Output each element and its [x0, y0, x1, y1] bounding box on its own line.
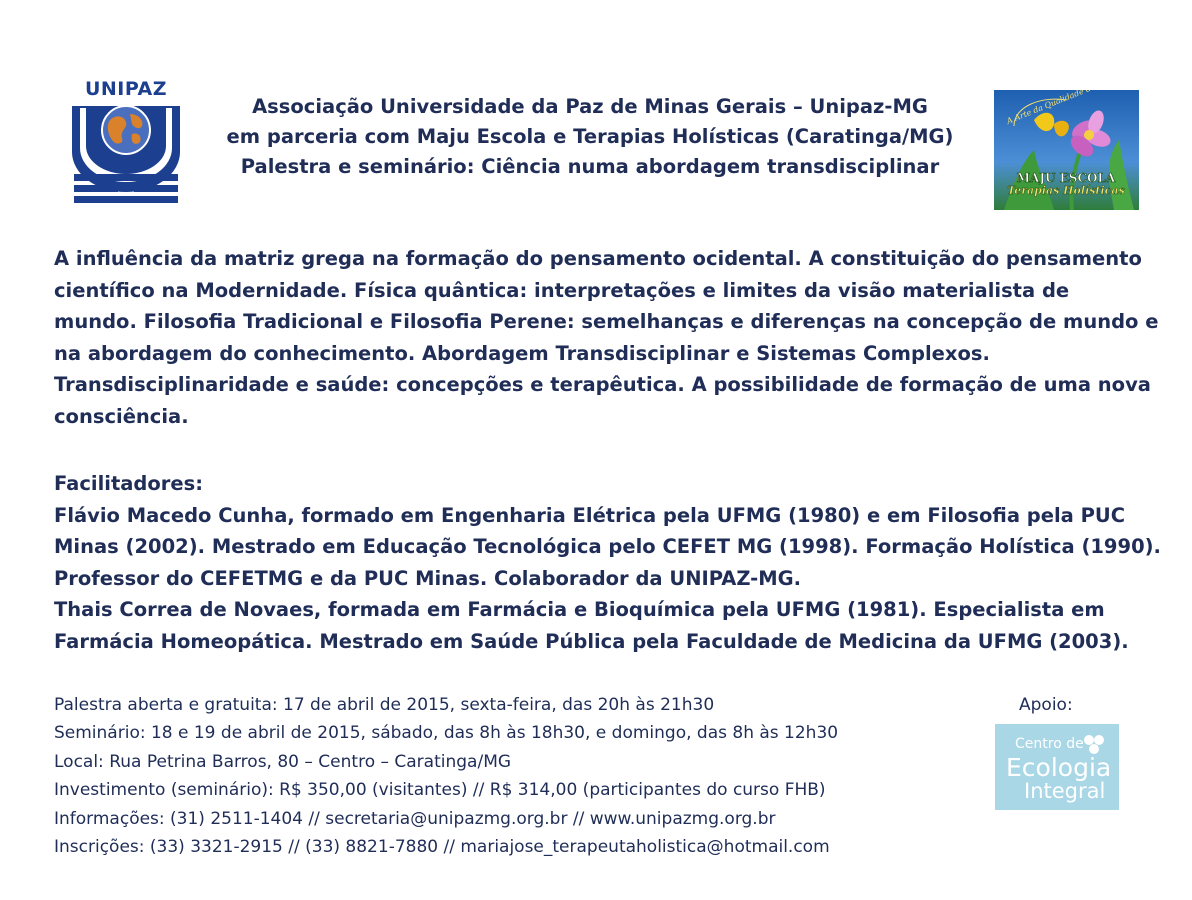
intro-line: consciência. [54, 404, 189, 428]
ecologia-text-line3: Integral [1024, 779, 1106, 803]
facilitator-line: Farmácia Homeopática. Mestrado em Saúde Pública pela Faculdade de Medicina da UFMG (2003). [54, 629, 1129, 653]
intro-paragraph [54, 243, 1164, 432]
intro-line: mundo. Filosofia Tradicional e Filosofia Perene: semelhanças e diferenças na concepção de mundo e [54, 310, 1159, 333]
support-label: Apoio: [1019, 695, 1073, 715]
info-open-lecture: Palestra aberta e gratuita: 17 de abril de 2015, sexta-feira, das 20h às 21h30 [54, 695, 715, 715]
unipaz-globe-emblem [70, 104, 182, 206]
facilitator-line: Flávio Macedo Cunha, formado em Engenharia Elétrica pela UFMG (1980) e em Filosofia pela PUC [54, 503, 1126, 527]
info-location: Local: Rua Petrina Barros, 80 – Centro – Caratinga/MG [54, 751, 512, 772]
event-info [54, 691, 954, 861]
maju-escola-logo [994, 90, 1139, 210]
facilitators-section [54, 468, 1164, 657]
header-partnership: em parceria com Maju Escola e Terapias Holísticas (Caratinga/MG) [226, 125, 954, 148]
info-contact: Informações: (31) 2511-1404 // secretaria@unipazmg.org.br // www.unipazmg.org.br [54, 808, 776, 829]
maju-name-text: MAJU ESCOLA [1016, 171, 1116, 185]
intro-line: na abordagem do conhecimento. Abordagem Transdisciplinar e Sistemas Complexos. [54, 341, 990, 365]
intro-line: A influência da matriz grega na formação do pensamento ocidental. A constituição do pensamento [54, 247, 1142, 270]
facilitator-line: Minas (2002). Mestrado em Educação Tecnológica pelo CEFET MG (1998). Formação Holística (1990). [54, 535, 1161, 558]
header-event-title: Palestra e seminário: Ciência numa abordagem transdisciplinar [240, 155, 940, 178]
unipaz-logo [70, 78, 182, 206]
facilitator-line: Thais Correa de Novaes, formada em Farmácia e Bioquímica pela UFMG (1981). Especialista em [54, 598, 1105, 621]
facilitator-line: Professor do CEFETMG e da PUC Minas. Colaborador da UNIPAZ-MG. [54, 566, 802, 590]
ecologia-text-line2: Ecologia [1006, 753, 1112, 782]
header-organization: Associação Universidade da Paz de Minas Gerais – Unipaz-MG [252, 95, 928, 118]
intro-line: Transdisciplinaridade e saúde: concepções e terapêutica. A possibilidade de formação de uma nova [54, 373, 1151, 396]
info-seminar-dates: Seminário: 18 e 19 de abril de 2015, sábado, das 8h às 18h30, e domingo, das 8h às 12h30 [54, 723, 839, 744]
intro-line: científico na Modernidade. Física quântica: interpretações e limites da visão materialista de [54, 278, 1070, 302]
ecologia-text-line1: Centro de [1015, 736, 1084, 752]
unipaz-logo-text: UNIPAZ [84, 78, 168, 100]
ecologia-integral-logo [995, 724, 1119, 810]
maju-subtitle-text: Terapias Holísticas [1007, 184, 1125, 197]
facilitators-heading: Facilitadores: [54, 472, 204, 495]
event-header [210, 92, 970, 182]
info-registration: Inscrições: (33) 3321-2915 // (33) 8821-7880 // mariajose_terapeutaholistica@hotmail.com [54, 837, 830, 858]
info-investment: Investimento (seminário): R$ 350,00 (visitantes) // R$ 314,00 (participantes do curso FHB) [54, 780, 826, 801]
